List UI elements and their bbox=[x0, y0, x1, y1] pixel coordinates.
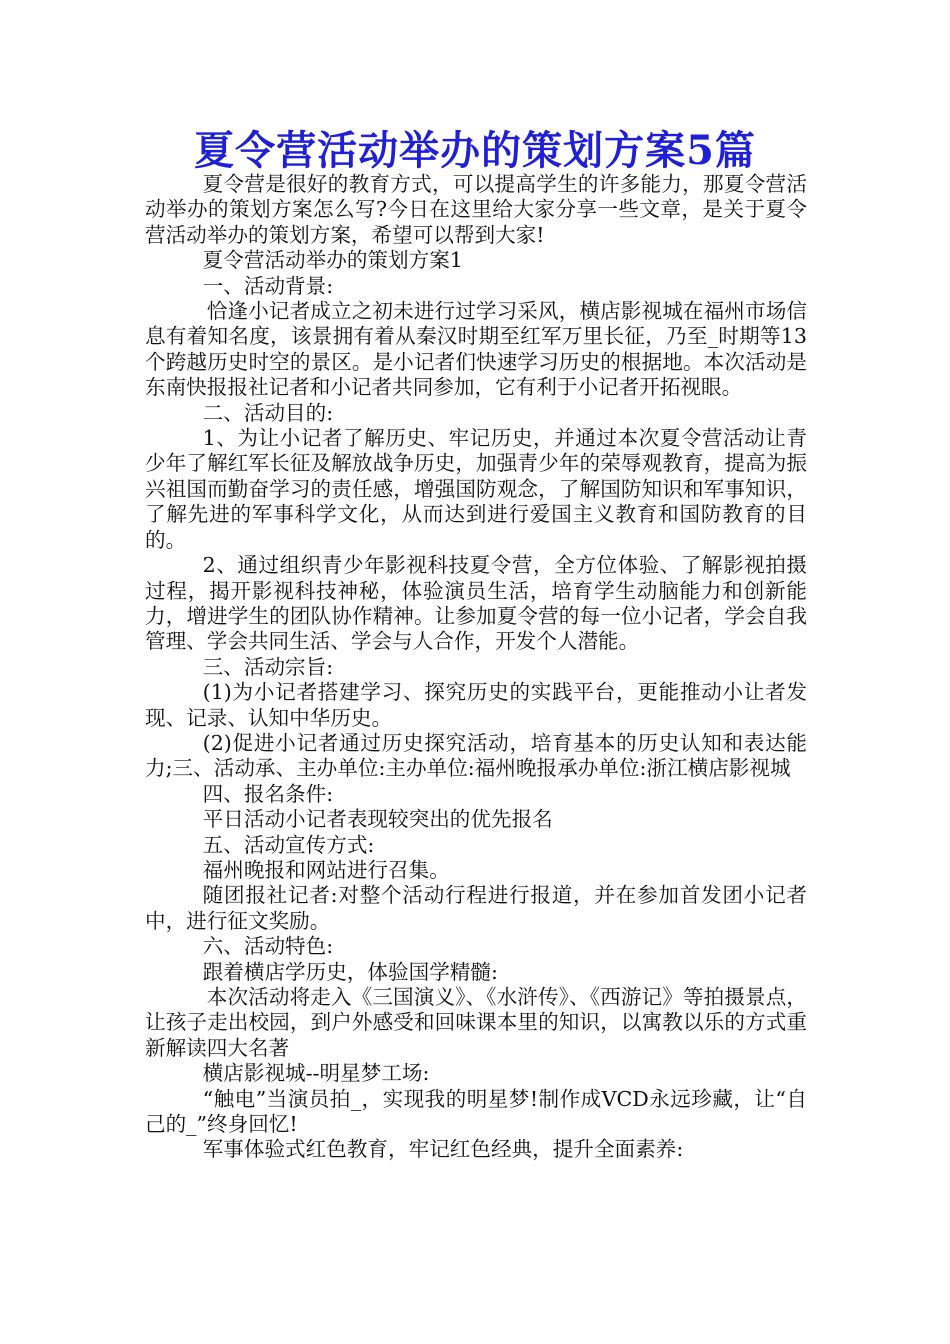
paragraph-publicity-1: 福州晚报和网站进行召集。 bbox=[202, 857, 450, 882]
paragraph-feature-2: “触电”当演员拍_，实现我的明星梦!制作成VCD永远珍藏，让“自己的_”终身回忆! bbox=[145, 1086, 807, 1137]
paragraph-section-1-heading: 一、活动背景: bbox=[202, 273, 334, 298]
paragraph-goal-2: 2、通过组织青少年影视科技夏令营，全方位体验、了解影视拍摄过程，揭开影视科技神秘，体验演员生活，培育学生动脑能力和创新能力，增进学生的团队协作精神。让参加夏令营的每一位小记者，学会自我管理、学会共同生活、学会与人合作，开发个人潜能。 bbox=[145, 553, 807, 654]
document-title: 夏令营活动举办的策划方案5篇 bbox=[194, 127, 756, 174]
paragraph-registration: 平日活动小记者表现较突出的优先报名 bbox=[202, 807, 553, 832]
paragraph-section-6-heading: 六、活动特色: bbox=[202, 934, 334, 959]
paragraph-section-2-heading: 二、活动目的: bbox=[202, 400, 334, 425]
paragraph-section-4-heading: 四、报名条件: bbox=[202, 781, 334, 806]
paragraph-publicity-2: 随团报社记者:对整个活动行程进行报道，并在参加首发团小记者中，进行征文奖励。 bbox=[145, 883, 807, 933]
document-body bbox=[145, 172, 807, 1163]
paragraph-intro: 夏令营是很好的教育方式，可以提高学生的许多能力，那夏令营活动举办的策划方案怎么写?今日在这里给大家分享一些文章，是关于夏令营活动举办的策划方案，希望可以帮到大家! bbox=[145, 172, 807, 247]
paragraph-goal-1: 1、为让小记者了解历史、牢记历史，并通过本次夏令营活动让青少年了解红军长征及解放战争历史，加强青少年的荣辱观教育，提高为振兴祖国而勤奋学习的责任感，增强国防观念，了解国防知识和军事知识，了解先进的军事科学文化，从而达到进行爱国主义教育和国防教育的目的。 bbox=[145, 426, 807, 552]
paragraph-section-3-heading: 三、活动宗旨: bbox=[202, 654, 334, 679]
paragraph-plan-heading: 夏令营活动举办的策划方案1 bbox=[202, 248, 463, 273]
paragraph-feature-2-heading: 横店影视城--明星梦工场: bbox=[202, 1061, 430, 1086]
paragraph-feature-3-heading: 军事体验式红色教育，牢记红色经典，提升全面素养: bbox=[202, 1137, 684, 1162]
paragraph-section-5-heading: 五、活动宣传方式: bbox=[202, 832, 375, 857]
paragraph-feature-1: 本次活动将走入《三国演义》、《水浒传》、《西游记》等拍摄景点，让孩子走出校园，到户外感受和回味课本里的知识，以寓教以乐的方式重新解读四大名著 bbox=[145, 985, 807, 1060]
paragraph-feature-1-heading: 跟着横店学历史，体验国学精髓: bbox=[202, 959, 498, 984]
paragraph-background: 恰逢小记者成立之初未进行过学习采风，横店影视城在福州市场信息有着知名度，该景拥有着从秦汉时期至红军万里长征，乃至_时期等13个跨越历史时空的景区。是小记者们快速学习历史的根据地。本次活动是东南快报报社记者和小记者共同参加，它有利于小记者开拓视眼。 bbox=[145, 299, 807, 400]
paragraph-purpose-1: (1)为小记者搭建学习、探究历史的实践平台，更能推动小让者发现、记录、认知中华历史。 bbox=[145, 680, 807, 730]
paragraph-purpose-2: (2)促进小记者通过历史探究活动，培育基本的历史认知和表达能力;三、活动承、主办单位:主办单位:福州晚报承办单位:浙江横店影视城 bbox=[145, 730, 807, 781]
